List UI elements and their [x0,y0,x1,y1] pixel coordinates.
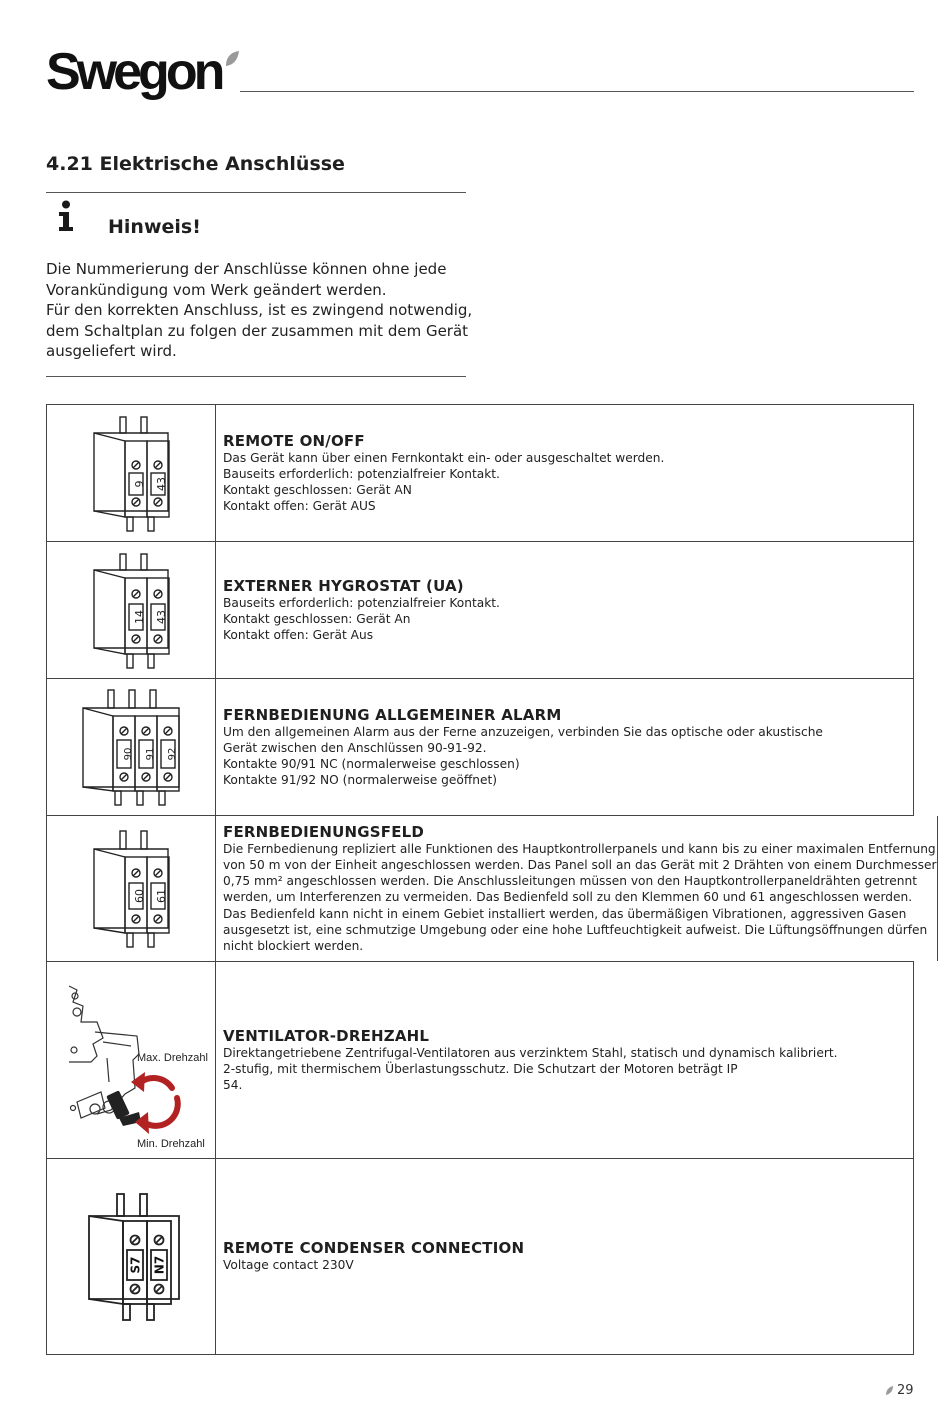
row-text-line: Das Gerät kann über einen Fernkontakt ein- oder ausgeschaltet werden. [223,450,665,465]
terminal-label: 61 [155,889,168,903]
row-description [216,816,938,961]
row-text-line: ausgesetzt ist, eine schmutzige Umgebung oder eine hohe Luftfeuchtigkeit aufweist. Die Lüftungsöffnungen dürfen [223,922,928,937]
row-text-line: 54. [223,1078,243,1093]
fan-min-speed-label: Min. Drehzahl [137,1138,205,1150]
terminal-figure [47,405,216,541]
fan-speed-figure [47,962,216,1158]
terminal-label: 14 [133,610,146,624]
terminal-figure [47,679,216,815]
row-text-line: Kontakt offen: Gerät Aus [223,628,374,643]
note-line: Vorankündigung vom Werk geändert werden. [46,280,387,299]
row-text-line: Voltage contact 230V [223,1258,354,1273]
table-row [47,1159,914,1355]
row-text-line: 2-stufig, mit thermischem Überlastungsschutz. Die Schutzart der Motoren beträgt IP [223,1061,738,1076]
connections-table [46,404,937,1355]
page-number [885,1383,914,1398]
row-title: FERNBEDIENUNGSFELD [223,822,425,841]
row-description [216,962,914,1158]
note-body [46,259,476,362]
row-text-line: Direktangetriebene Zentrifugal-Ventilatoren aus verzinktem Stahl, statisch und dynamisch kalibriert. [223,1045,838,1060]
terminal-label: 60 [133,889,146,903]
note-rule-bottom [46,376,466,377]
terminal-label: S7 [128,1256,143,1274]
note-rule-top [46,192,466,193]
row-title: REMOTE CONDENSER CONNECTION [223,1239,525,1258]
row-title: EXTERNER HYGROSTAT (UA) [223,576,464,595]
row-text-line: Gerät zwischen den Anschlüssen 90-91-92. [223,740,487,755]
terminal-label: N7 [152,1255,167,1275]
terminal-block-icon [47,542,216,679]
terminal-block-icon [47,1159,216,1355]
row-title: FERNBEDIENUNG ALLGEMEINER ALARM [223,705,562,724]
terminal-figure [47,542,216,678]
row-text-line: Die Fernbedienung repliziert alle Funktionen des Hauptkontrollerpanels und kann bis zu einer maximalen Entfernung [223,841,936,856]
row-text-line: werden, um Interferenzen zu vermeiden. Das Bedienfeld soll zu den Klemmen 60 und 61 angeschlossen werden. [223,890,913,905]
row-text-line: Um den allgemeinen Alarm aus der Ferne anzuzeigen, verbinden Sie das optische oder akustische [223,724,823,739]
row-description [216,679,914,815]
note-line: ausgeliefert wird. [46,342,177,360]
info-icon [56,200,76,232]
row-title: REMOTE ON/OFF [223,431,365,450]
row-text-line: Bauseits erforderlich: potenzialfreier Kontakt. [223,466,500,481]
row-text-line: Kontakt offen: Gerät AUS [223,499,376,514]
row-text-line: Kontakt geschlossen: Gerät An [223,611,411,626]
row-text-line: nicht blockiert werden. [223,939,364,953]
note-line: Für den korrekten Anschluss, ist es zwingend notwendig, [46,301,473,319]
row-text-line: von 50 m von der Einheit angeschlossen werden. Das Panel soll an das Gerät mit 2 Drähten von einem Durchmesser [223,857,937,872]
terminal-label: 90 [123,747,134,761]
row-text-line: Kontakte 90/91 NC (normalerweise geschlossen) [223,757,520,771]
leaf-icon [885,1386,894,1396]
row-text-line: Das Bedienfeld kann nicht in einem Gebiet installiert werden, das übermäßigen Vibrationen, aggressiven Gasen [223,906,907,921]
row-text-line: Kontakt geschlossen: Gerät AN [223,483,412,497]
terminal-label: 43 [155,477,168,491]
row-text-line: Kontakte 91/92 NO (normalerweise geöffnet) [223,773,497,788]
terminal-figure [47,816,216,961]
note-title: Hinweis! [108,216,201,238]
table-row [47,542,914,679]
terminal-block-icon [47,405,216,542]
row-description [216,542,914,678]
terminal-block-icon [47,816,216,962]
terminal-figure [47,1159,216,1354]
note-line: dem Schaltplan zu folgen der zusammen mit dem Gerät [46,321,469,340]
swegon-logo: Swegon [46,43,222,101]
row-text-line: 0,75 mm² angeschlossen werden. Die Anschlussleitungen müssen von den Hauptkontrollerpaneldrähten getrennt [223,874,917,889]
terminal-label: 92 [167,747,178,761]
fan-max-speed-label: Max. Drehzahl [137,1052,208,1064]
section-title: 4.21 Elektrische Anschlüsse [46,153,345,175]
row-text-line: Bauseits erforderlich: potenzialfreier Kontakt. [223,595,500,610]
terminal-label: 9 [133,480,146,488]
note-line: Die Nummerierung der Anschlüsse können ohne jede [46,260,447,278]
row-description [216,1159,914,1354]
terminal-block-icon [47,679,216,816]
row-title: VENTILATOR-DREHZAHL [223,1026,430,1045]
leaf-icon [224,50,240,68]
terminal-label: 43 [155,610,168,624]
row-description [216,405,914,541]
table-row [47,679,914,816]
table-row [47,962,914,1159]
terminal-label: 91 [145,747,156,761]
table-row [47,405,914,542]
fan-speed-switch-icon [47,962,216,1159]
table-row [47,816,937,962]
header-rule [240,91,914,92]
page-number-text: 29 [897,1383,914,1398]
